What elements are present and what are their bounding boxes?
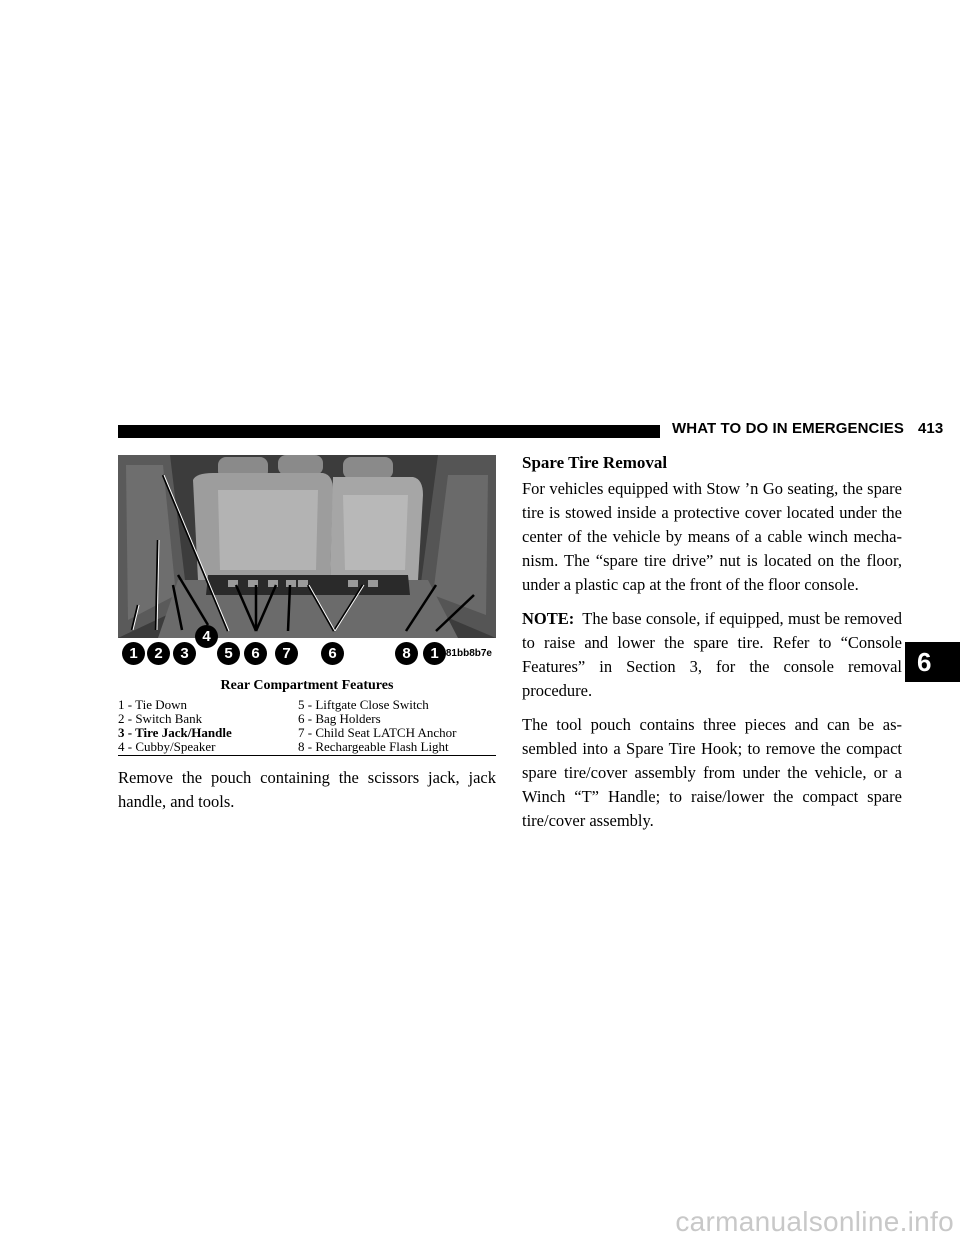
legend-item: 8 - Rechargeable Flash Light	[298, 739, 449, 754]
callout-3: 3	[173, 642, 196, 665]
right-column	[522, 451, 902, 843]
rear-compartment-illustration	[118, 455, 496, 638]
header-rule	[118, 425, 660, 438]
legend-row	[118, 740, 496, 754]
callout-7: 7	[275, 642, 298, 665]
spare-tire-heading: Spare Tire Removal	[522, 453, 668, 472]
running-header	[672, 420, 943, 437]
callout-1-left: 1	[122, 642, 145, 665]
legend-item: 5 - Liftgate Close Switch	[298, 697, 429, 712]
callout-8: 8	[395, 642, 418, 665]
rear-compartment-photo	[118, 455, 496, 638]
callout-6-right: 6	[321, 642, 344, 665]
watermark: carmanualsonline.info	[675, 1206, 954, 1237]
figure-legend	[118, 698, 496, 754]
legend-item-highlighted: 3 - Tire Jack/Handle	[118, 725, 232, 740]
section-tab: 6	[905, 642, 960, 682]
header-section-title: WHAT TO DO IN EMERGENCIES	[672, 420, 904, 437]
note-text: The base console, if equipped, must be removed to raise and lower the spare tire. Refer to “Console Features” in Section 3, for the console removal procedure.	[522, 609, 902, 700]
legend-item: 6 - Bag Holders	[298, 711, 381, 726]
callout-2: 2	[147, 642, 170, 665]
note-label: NOTE:	[522, 609, 575, 628]
spare-tire-paragraph: For vehicles equipped with Stow ’n Go seating, the spare tire is stowed inside a protective cover located under the center of the vehicle by means of a cable winch mecha-nism. The “spare tire drive” nut is located on the floor, under a plastic cap at the front of the floor console.	[522, 479, 902, 594]
legend-row	[118, 698, 496, 712]
callout-4: 4	[195, 625, 218, 648]
legend-item: 7 - Child Seat LATCH Anchor	[298, 725, 457, 740]
legend-item: 1 - Tie Down	[118, 697, 187, 712]
legend-row	[118, 726, 496, 740]
left-column-paragraph: Remove the pouch containing the scissors jack, jack handle, and tools.	[118, 768, 496, 811]
rear-compartment-figure	[118, 455, 496, 668]
legend-divider	[118, 755, 496, 756]
legend-item: 4 - Cubby/Speaker	[118, 739, 216, 754]
callout-6-left: 6	[244, 642, 267, 665]
legend-row	[118, 712, 496, 726]
legend-item: 2 - Switch Bank	[118, 711, 203, 726]
figure-id: 81bb8b7e	[445, 648, 492, 659]
page-number: 413	[917, 420, 944, 437]
note-paragraph	[522, 607, 902, 703]
callout-1-right: 1	[423, 642, 446, 665]
callout-5: 5	[217, 642, 240, 665]
tool-pouch-paragraph: The tool pouch contains three pieces and can be as-sembled into a Spare Tire Hook; to remove the compact spare tire/cover assembly from under the vehicle, or a Winch “T” Handle; to raise/lower the compact spare tire/cover assembly.	[522, 715, 902, 830]
figure-caption-title: Rear Compartment Features	[220, 678, 394, 693]
